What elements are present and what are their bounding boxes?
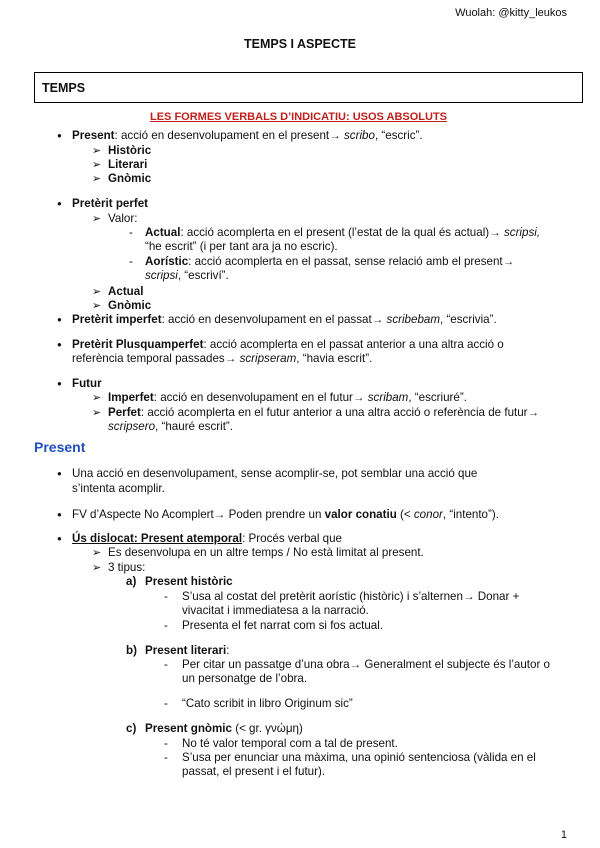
translation: , “escriuré”. (408, 391, 467, 404)
title: Present gnòmic (145, 722, 232, 735)
bullet-icon: ● (57, 315, 62, 324)
watermark: Wuolah: @kitty_leukos (455, 7, 567, 19)
text: Per citar un passatge d’una obra (182, 658, 350, 671)
example: scripsi, (503, 226, 541, 239)
gnomic-item-1: No té valor temporal com a tal de present. (182, 737, 398, 750)
present-item (72, 129, 423, 144)
present-bullet-1-line-2: s’intenta acomplir. (72, 482, 165, 495)
term: Pretèrit Plusquamperfet (72, 338, 204, 351)
dash-icon: - (129, 226, 133, 239)
text: , “escriví”. (177, 269, 229, 282)
arrow-icon: → (224, 352, 237, 365)
dash-icon: - (164, 619, 168, 632)
bullet-icon: ● (57, 534, 62, 543)
text: : acció acomplerta en el passat anterior a una altra acció o (203, 338, 504, 351)
sub-item: Històric (108, 144, 152, 157)
text: : acció acomplerta en el passat, sense relació amb el present (188, 255, 503, 268)
temps-box-title: TEMPS (42, 81, 86, 95)
text: Generalment el subjecte és l’autor o (361, 658, 550, 671)
present-gnomic-title (145, 722, 303, 737)
sub-item: Actual (108, 285, 144, 298)
arrow-icon: → (462, 590, 475, 603)
dash-icon: - (164, 751, 168, 764)
page-number: 1 (560, 829, 567, 841)
text: Donar + (474, 590, 520, 603)
text: : acció en desenvolupament en el present (114, 129, 330, 142)
term: Actual (145, 226, 181, 239)
list-label-c: c) (126, 722, 137, 735)
literari-item-2: “Cato scribit in libro Originum sic” (182, 697, 353, 710)
arrow-icon: → (352, 391, 365, 404)
term: Perfet (108, 406, 141, 419)
sub-item: Gnòmic (108, 172, 152, 185)
bullet-icon: ● (57, 340, 62, 349)
bullet-icon: ● (57, 131, 62, 140)
sub-item: Literari (108, 158, 148, 171)
gnomic-item-2-line-2: passat, el present i el futur). (182, 765, 326, 778)
text: (< (396, 508, 414, 521)
text: , “hauré escrit”. (155, 420, 234, 433)
term: Present (72, 129, 115, 142)
futur-perfet-line-1 (108, 406, 539, 421)
text: : acció acomplerta en el present (l’estat de la qual és actual) (180, 226, 490, 239)
sub-item: Es desenvolupa en un altre temps / No està limitat al present. (108, 546, 424, 559)
present-historic-title: Present històric (145, 575, 233, 588)
historic-item-1-line-1 (182, 590, 519, 605)
plusquamperfet-line-1 (72, 338, 504, 353)
example: conor (413, 508, 443, 521)
actual-line-2: “he escrit” (i per tant ara ja no escric). (145, 240, 338, 253)
example: scripseram (239, 352, 297, 365)
chevron-arrow-icon: ➢ (92, 392, 102, 404)
example: scribam (367, 391, 409, 404)
text: : Procés verbal que (242, 532, 342, 545)
example: scripsi (145, 269, 178, 282)
bullet-icon: ● (57, 379, 62, 388)
bullet-icon: ● (57, 199, 62, 208)
bullet-icon: ● (57, 469, 62, 478)
sub-item: 3 tipus: (108, 561, 146, 574)
chevron-arrow-icon: ➢ (92, 300, 102, 312)
document-title: TEMPS I ASPECTE (243, 37, 357, 51)
dash-icon: - (129, 255, 133, 268)
chevron-arrow-icon: ➢ (92, 173, 102, 185)
arrow-icon: → (213, 508, 226, 521)
text: : acció en desenvolupament en el futur (153, 391, 353, 404)
preterit-imperfet-item (72, 313, 497, 328)
chevron-arrow-icon: ➢ (92, 213, 102, 225)
formes-heading: LES FORMES VERBALS D’INDICATIU: USOS ABSOLUTS (150, 111, 448, 123)
valor-label: Valor: (108, 212, 138, 225)
list-label-b: b) (126, 644, 137, 657)
futur-perfet-line-2 (108, 420, 233, 435)
chevron-arrow-icon: ➢ (92, 286, 102, 298)
sub-item: Gnòmic (108, 299, 152, 312)
futur-term: Futur (72, 377, 102, 390)
literari-item-1-line-1 (182, 658, 550, 673)
present-bullet-2 (72, 508, 499, 523)
plusquamperfet-line-2 (72, 352, 372, 367)
arrow-icon: → (489, 226, 501, 239)
futur-imperfet (108, 391, 467, 406)
arrow-icon: → (527, 406, 540, 419)
list-label-a: a) (126, 575, 137, 588)
temps-section-box (34, 72, 583, 103)
present-bullet-1-line-1: Una acció en desenvolupament, sense acomplir-se, pot semblar una acció que (72, 467, 478, 480)
translation: , “escric”. (374, 129, 423, 142)
bold-term: valor conatiu (324, 508, 397, 521)
actual-line-1 (145, 226, 540, 241)
text: Poden prendre un (225, 508, 325, 521)
dash-icon: - (164, 590, 168, 603)
literari-item-1-line-2: un personatge de l’obra. (182, 672, 308, 685)
term: Pretèrit imperfet (72, 313, 162, 326)
arrow-icon: → (329, 129, 341, 142)
underlined-heading: Ús dislocat: Present atemporal (72, 532, 243, 545)
text: referència temporal passades (72, 352, 225, 365)
aoristic-line-2 (145, 269, 229, 284)
chevron-arrow-icon: ➢ (92, 407, 102, 419)
aoristic-line-1 (145, 255, 514, 270)
term: Aorístic (145, 255, 189, 268)
greek-etymology: (< gr. γνώμη) (231, 722, 303, 735)
present-literari-title (145, 644, 229, 659)
chevron-arrow-icon: ➢ (92, 145, 102, 157)
dash-icon: - (164, 697, 168, 710)
gnomic-item-2-line-1: S’usa per enunciar una màxima, una opinió sentenciosa (vàlida en el (182, 751, 536, 764)
historic-item-2: Presenta el fet narrat com si fos actual. (182, 619, 384, 632)
title: Present literari (145, 644, 227, 657)
section-heading-present: Present (34, 439, 86, 455)
text: : acció acomplerta en el futur anterior a una altra acció o referència de futur (140, 406, 528, 419)
text: , “intento”). (442, 508, 499, 521)
dash-icon: - (164, 658, 168, 671)
historic-item-1-line-2: vivacitat i immediatesa a la narració. (182, 604, 369, 617)
colon: : (226, 644, 230, 657)
example: scripsero (108, 420, 156, 433)
preterit-perfet-term: Pretèrit perfet (72, 197, 149, 210)
bullet-icon: ● (57, 510, 62, 519)
dash-icon: - (164, 737, 168, 750)
present-bullet-3 (72, 532, 342, 547)
text: FV d’Aspecte No Acomplert (72, 508, 214, 521)
example: scribo (344, 129, 375, 142)
arrow-icon: → (349, 658, 362, 671)
example: scribebam (386, 313, 440, 326)
term: Imperfet (108, 391, 154, 404)
text: S’usa al costat del pretèrit aorístic (històric) i s’alternen (182, 590, 463, 603)
text: : acció en desenvolupament en el passat (161, 313, 372, 326)
arrow-icon: → (502, 255, 515, 268)
chevron-arrow-icon: ➢ (92, 547, 102, 559)
translation: , “escrivia”. (440, 313, 497, 326)
chevron-arrow-icon: ➢ (92, 562, 102, 574)
arrow-icon: → (371, 313, 384, 326)
chevron-arrow-icon: ➢ (92, 159, 102, 171)
translation: , “havia escrit”. (296, 352, 373, 365)
